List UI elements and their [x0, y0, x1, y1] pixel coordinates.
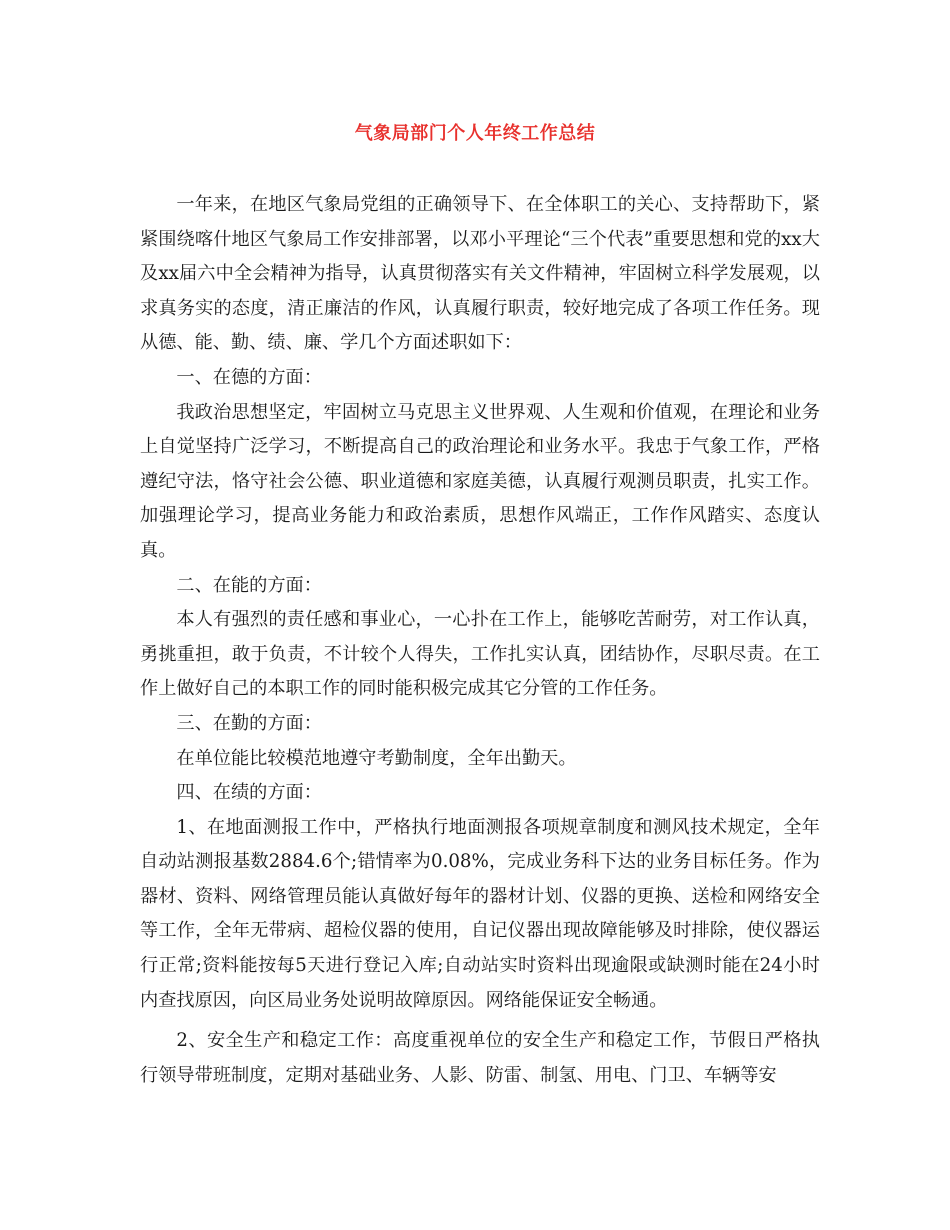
paragraph-ji-1: 1、在地面测报工作中，严格执行地面测报各项规章制度和测风技术规定，全年自动站测报基数2884.6个;错情率为0.08%，完成业务科下达的业务目标任务。作为器材、资料、网络管理员能认真做好每年的器材计划、仪器的更换、送检和网络安全等工作，全年无带病、超检仪器的使用，自记仪器出现故障能够及时排除，使仪器运行正常;资料能按每5天进行登记入库;自动站实时资料出现逾限或缺测时能在24小时内查找原因，向区局业务处说明故障原因。网络能保证安全畅通。: [140, 816, 820, 1011]
paragraph-neng: 本人有强烈的责任感和事业心，一心扑在工作上，能够吃苦耐劳，对工作认真，勇挑重担，敢于负责，不计较个人得失，工作扎实认真，团结协作，尽职尽责。在工作上做好自己的本职工作的同时能积极完成其它分管的工作任务。: [140, 609, 820, 700]
paragraph-de: 我政治思想坚定，牢固树立马克思主义世界观、人生观和价值观，在理论和业务上自觉坚持广泛学习，不断提高自己的政治理论和业务水平。我忠于气象工作，严格遵纪守法，恪守社会公德、职业道德和家庭美德，认真履行观测员职责，扎实工作。加强理论学习，提高业务能力和政治素质，思想作风端正，工作作风踏实、态度认真。: [140, 401, 820, 561]
heading-ji: 四、在绩的方面：: [176, 782, 322, 804]
heading-neng: 二、在能的方面：: [176, 574, 322, 596]
paragraph-ji-2: 2、安全生产和稳定工作：高度重视单位的安全生产和稳定工作，节假日严格执行领导带班制度，定期对基础业务、人影、防雷、制氢、用电、门卫、车辆等安: [140, 1030, 820, 1086]
document-body: [140, 188, 820, 1093]
document-title: 气象局部门个人年终工作总结: [354, 123, 596, 144]
heading-de: 一、在德的方面：: [176, 366, 322, 388]
heading-qin: 三、在勤的方面：: [176, 712, 322, 734]
paragraph-qin: 在单位能比较模范地遵守考勤制度，全年出勤天。: [176, 747, 577, 769]
paragraph-intro: 一年来，在地区气象局党组的正确领导下、在全体职工的关心、支持帮助下，紧紧围绕喀什地区气象局工作安排部署，以邓小平理论“三个代表”重要思想和党的xx大及xx届六中全会精神为指导，认真贯彻落实有关文件精神，牢固树立科学发展观，以求真务实的态度，清正廉洁的作风，认真履行职责，较好地完成了各项工作任务。现从德、能、勤、绩、廉、学几个方面述职如下：: [140, 194, 820, 354]
